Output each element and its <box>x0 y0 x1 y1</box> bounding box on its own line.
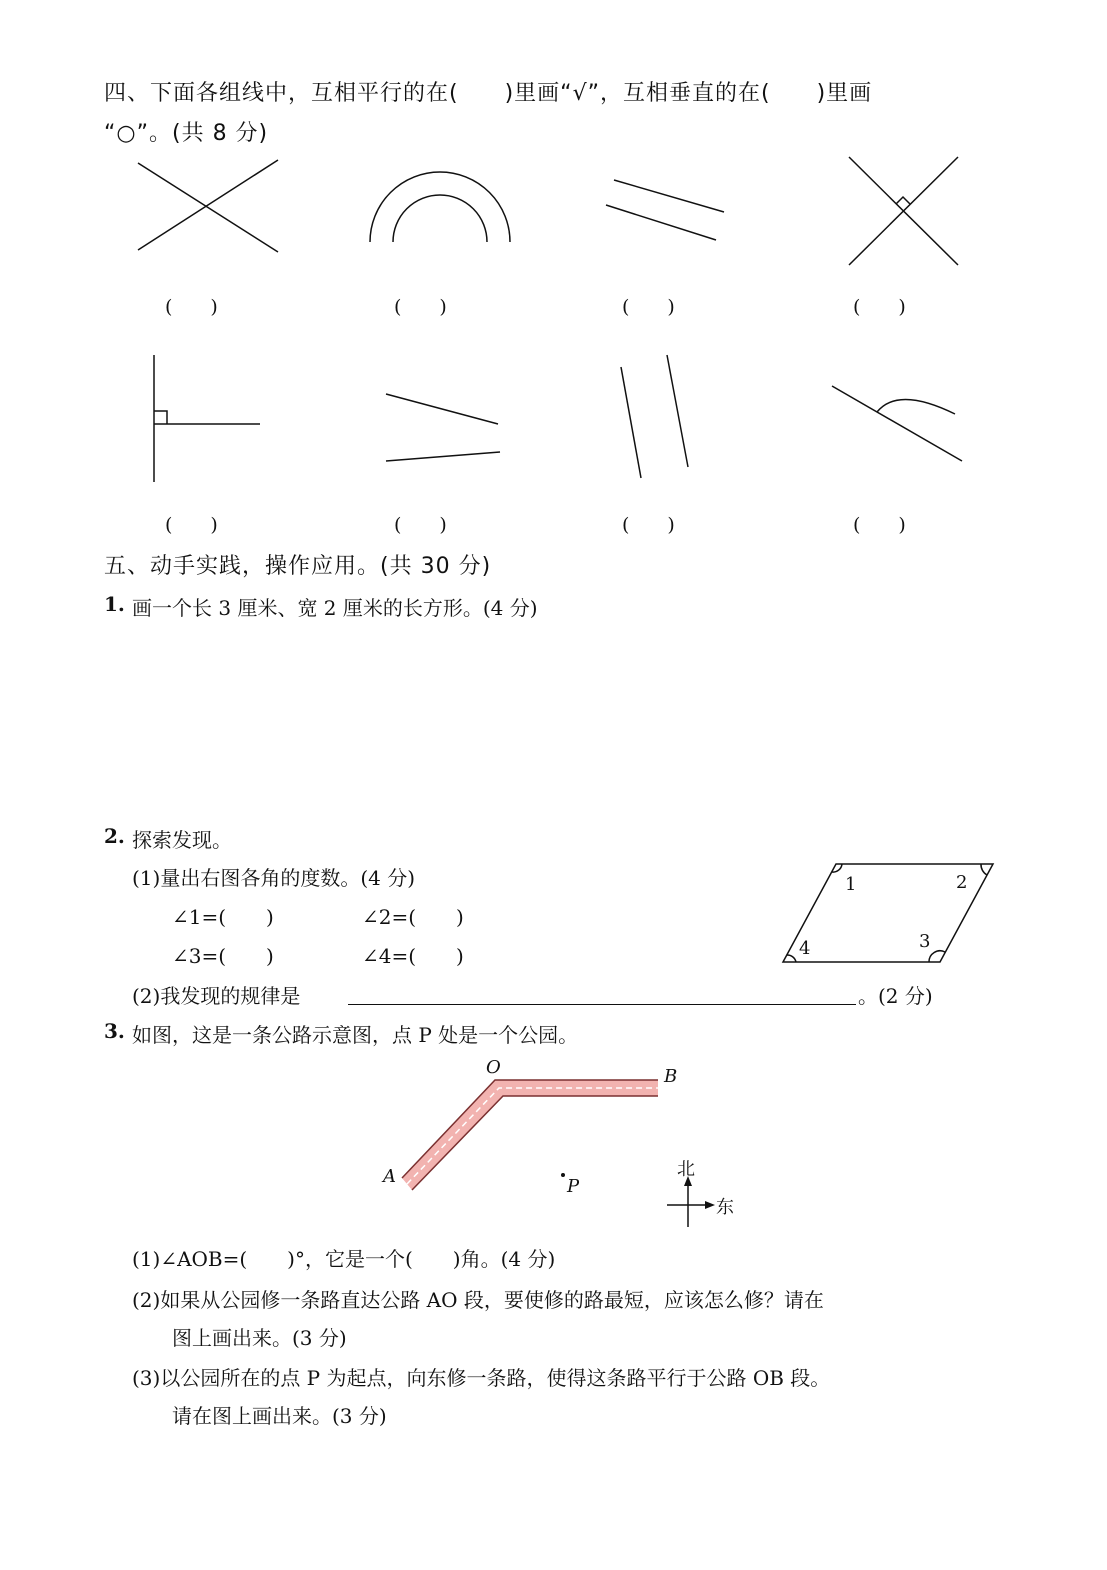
angle-label-1: 1 <box>845 874 857 895</box>
compass-east-label: 东 <box>716 1197 734 1218</box>
q2-angle3[interactable]: ∠3=( ) <box>172 944 274 968</box>
q1-text: 画一个长 3 厘米、宽 2 厘米的长方形。(4 分) <box>132 596 538 620</box>
q3-sub3-line1: (3)以公园所在的点 P 为起点，向东修一条路，使得这条路平行于公路 OB 段。 <box>132 1366 831 1390</box>
q2-title: 探索发现。 <box>132 828 232 852</box>
answer-blank-1[interactable]: ( ) <box>165 296 218 318</box>
q2-sub1: (1)量出右图各角的度数。(4 分) <box>132 866 416 890</box>
q3-sub3-line2: 请在图上画出来。(3 分) <box>172 1404 387 1428</box>
road <box>402 1080 658 1190</box>
q3-number: 3. <box>104 1019 125 1043</box>
answer-blank-3[interactable]: ( ) <box>622 296 675 318</box>
answer-blank-2[interactable]: ( ) <box>394 296 447 318</box>
answer-blank-6[interactable]: ( ) <box>394 514 447 536</box>
label-A: A <box>383 1166 396 1187</box>
q2-angle2[interactable]: ∠2=( ) <box>362 905 464 929</box>
label-B: B <box>664 1066 678 1087</box>
q2-sub2-prefix: (2)我发现的规律是 <box>132 984 301 1008</box>
park-point <box>561 1173 565 1177</box>
section4-heading-line2: “○”。(共 8 分) <box>104 121 269 146</box>
q2-number: 2. <box>104 824 125 848</box>
section4-heading-line1: 四、下面各组线中，互相平行的在( )里画“√”，互相垂直的在( )里画 <box>104 81 873 106</box>
section5-heading: 五、动手实践，操作应用。(共 30 分) <box>104 554 492 579</box>
label-O: O <box>486 1057 501 1078</box>
angle-label-3: 3 <box>919 931 931 952</box>
label-P: P <box>567 1176 580 1197</box>
answer-blank-5[interactable]: ( ) <box>165 514 218 536</box>
compass <box>667 1176 715 1227</box>
answer-blank-7[interactable]: ( ) <box>622 514 675 536</box>
answer-blank-8[interactable]: ( ) <box>853 514 906 536</box>
q2-angle4[interactable]: ∠4=( ) <box>362 944 464 968</box>
angle-label-2: 2 <box>956 872 968 893</box>
q1-number: 1. <box>104 592 125 616</box>
answer-blank-4[interactable]: ( ) <box>853 296 906 318</box>
q2-angle1[interactable]: ∠1=( ) <box>172 905 274 929</box>
compass-north-label: 北 <box>677 1159 695 1180</box>
q3-sub2-line1: (2)如果从公园修一条路直达公路 AO 段，要使修的路最短，应该怎么修？请在 <box>132 1288 824 1312</box>
angle-label-4: 4 <box>799 938 811 959</box>
q2-sub2-suffix: 。(2 分) <box>858 984 933 1008</box>
q3-sub2-line2: 图上画出来。(3 分) <box>172 1326 347 1350</box>
q3-intro: 如图，这是一条公路示意图，点 P 处是一个公园。 <box>132 1023 579 1047</box>
q3-sub1: (1)∠AOB=( )°，它是一个( )角。(4 分) <box>132 1247 556 1271</box>
